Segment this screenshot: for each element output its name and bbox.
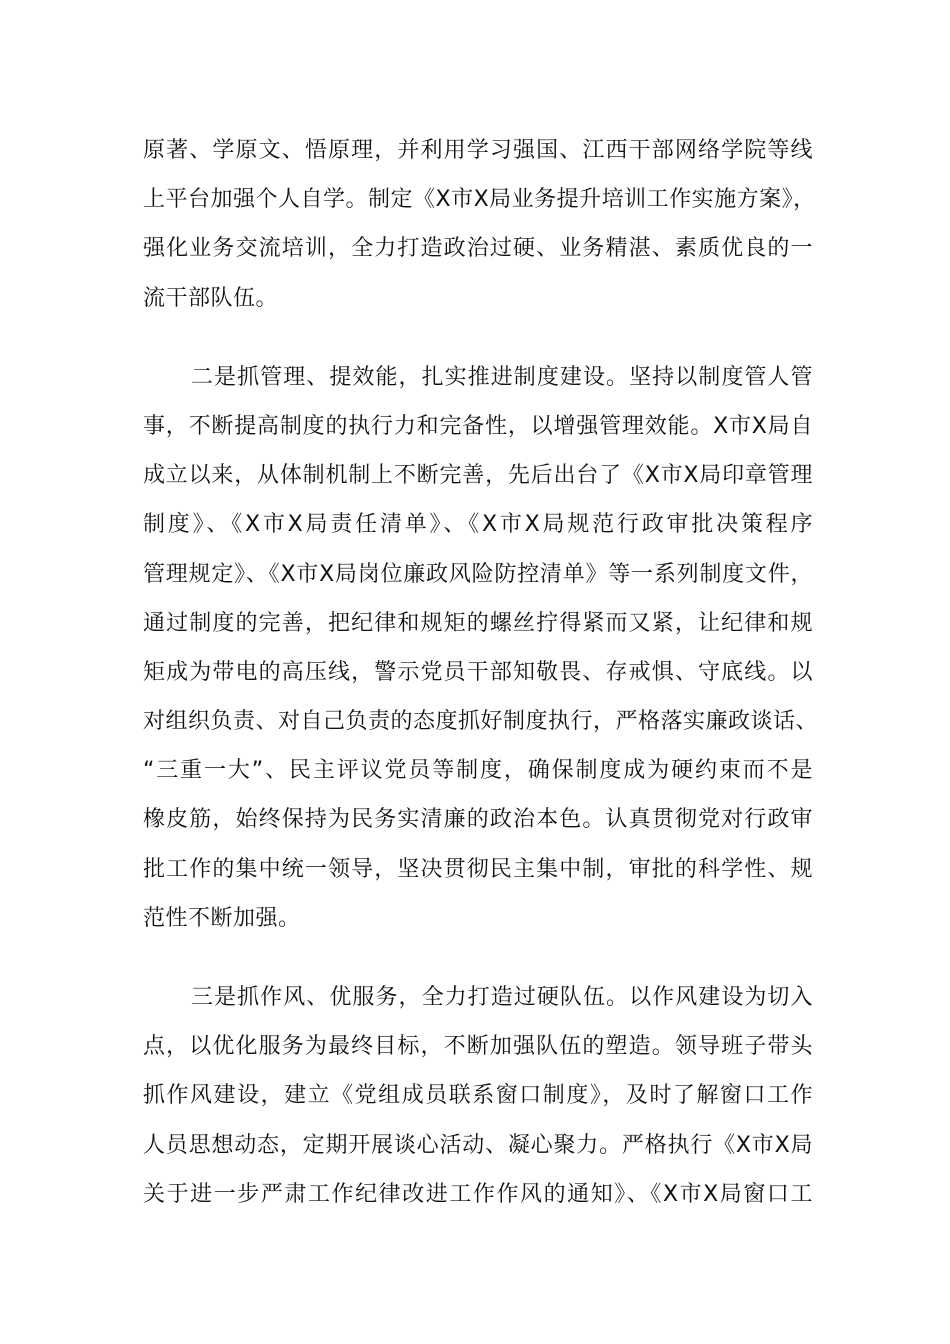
- text-line: 成立以来，从体制机制上不断完善，先后出台了《X市X局印章管理: [143, 463, 813, 489]
- text-line: 三是抓作风、优服务，全力打造过硬队伍。以作风建设为切入: [191, 985, 813, 1010]
- text-line: 抓作风建设，建立《党组成员联系窗口制度》，及时了解窗口工作: [143, 1083, 813, 1109]
- text-line: 管理规定》、《X市X局岗位廉政风险防控清单》等一系列制度文件，: [143, 561, 813, 587]
- text-line: 点，以优化服务为最终目标，不断加强队伍的塑造。领导班子带头: [143, 1034, 813, 1060]
- text-line: 范性不断加强。: [143, 905, 301, 931]
- text-line: 关于进一步严肃工作纪律改进工作作风的通知》、《X市X局窗口工: [143, 1181, 813, 1207]
- paragraph-gap: [143, 323, 813, 353]
- text-line: 原著、学原文、悟原理，并利用学习强国、江西干部网络学院等线: [143, 138, 813, 163]
- text-line: 矩成为带电的高压线，警示党员干部知敬畏、存戒惧、守底线。以: [143, 659, 813, 685]
- paragraph-3: [143, 973, 813, 1219]
- paragraph-2: [143, 353, 819, 943]
- text-line: 对组织负责、对自己负责的态度抓好制度执行，严格落实廉政谈话、: [143, 709, 819, 735]
- text-line: “三重一大”、民主评议党员等制度，确保制度成为硬约束而不是: [143, 758, 813, 784]
- paragraph-gap: [143, 943, 813, 973]
- text-line: 通过制度的完善，把纪律和规矩的螺丝拧得紧而又紧，让纪律和规: [143, 610, 813, 636]
- text-line: 上平台加强个人自学。制定《X市X局业务提升培训工作实施方案》，: [143, 187, 816, 213]
- text-line: 流干部队伍。: [143, 285, 279, 311]
- text-line: 制度》、《X市X局责任清单》、《X市X局规范行政审批决策程序: [143, 512, 813, 538]
- document-body: [143, 126, 819, 1219]
- text-line: 橡皮筋，始终保持为民务实清廉的政治本色。认真贯彻党对行政审: [143, 807, 813, 833]
- text-line: 二是抓管理、提效能，扎实推进制度建设。坚持以制度管人管: [191, 364, 813, 390]
- text-line: 批工作的集中统一领导，坚决贯彻民主集中制，审批的科学性、规: [143, 856, 813, 882]
- text-line: 事，不断提高制度的执行力和完备性，以增强管理效能。X市X局自: [143, 413, 813, 439]
- paragraph-1: [143, 126, 816, 323]
- text-line: 人员思想动态，定期开展谈心活动、凝心聚力。严格执行《X市X局: [143, 1132, 813, 1158]
- text-line: 强化业务交流培训，全力打造政治过硬、业务精湛、素质优良的一: [143, 236, 813, 262]
